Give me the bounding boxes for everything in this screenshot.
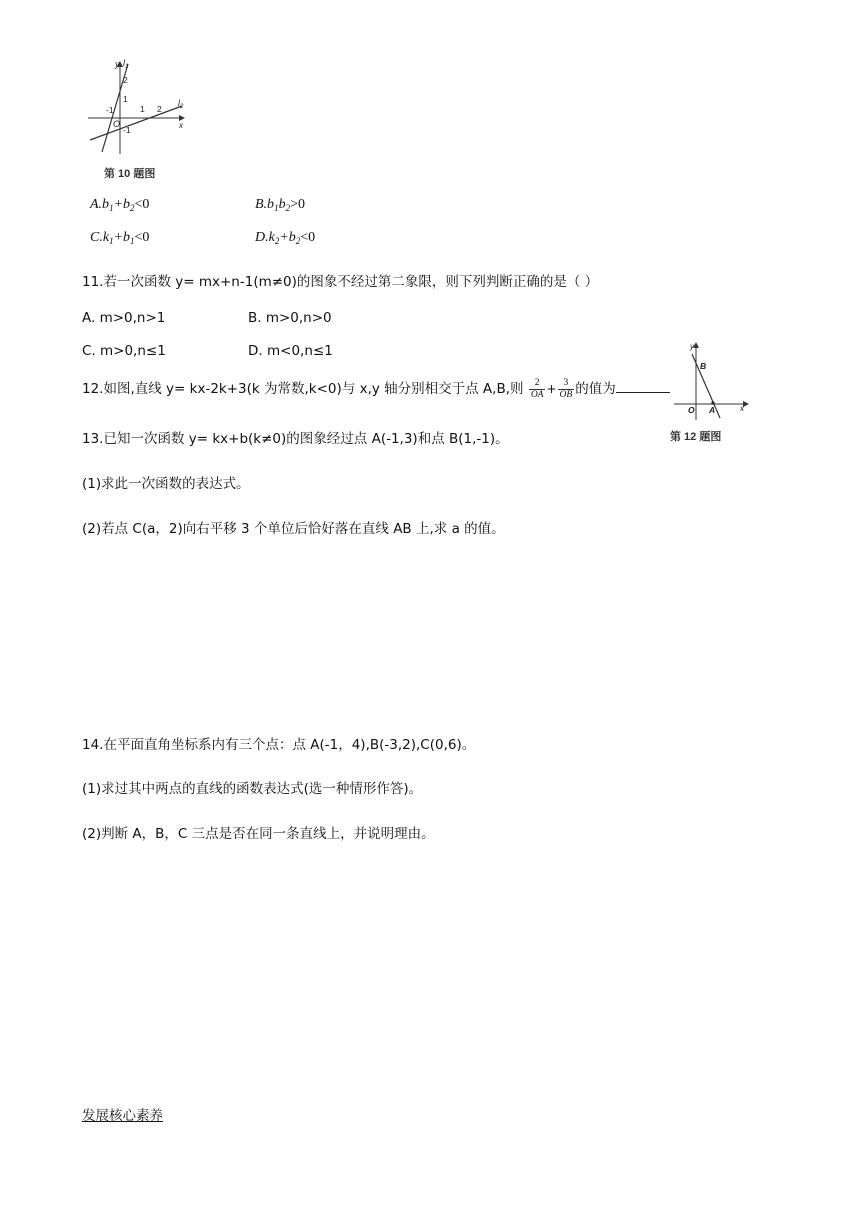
q14-part2: (2)判断 A，B，C 三点是否在同一条直线上，并说明理由。 bbox=[82, 826, 435, 842]
fig12-label-y: y bbox=[690, 342, 694, 351]
fig10-tick-x-1: 1 bbox=[140, 104, 145, 114]
q13-part2: (2)若点 C(a，2)向右平移 3 个单位后恰好落在直线 AB 上,求 a 的值。 bbox=[82, 521, 505, 537]
fig12-label-origin: O bbox=[688, 405, 695, 415]
q14-stem: 14.在平面直角坐标系内有三个点：点 A(-1，4),B(-3,2),C(0,6)。 bbox=[82, 737, 476, 753]
q11-option-a: A. m>0,n>1 bbox=[82, 310, 166, 326]
q12-stem-text: 12.如图,直线 y= kx-2k+3(k 为常数,k<0)与 x,y 轴分别相交于点 A,B,则 bbox=[82, 381, 524, 397]
section-heading: 发展核心素养 bbox=[82, 1108, 163, 1124]
fig10-tick-2: 2 bbox=[123, 75, 128, 85]
fraction-2-over-oa: $\frac{2}{OA}$ bbox=[530, 377, 544, 400]
q11-option-d: D. m<0,n≤1 bbox=[248, 343, 333, 359]
fig10-label-l1: $l_1$ bbox=[123, 58, 129, 70]
answer-blank bbox=[616, 380, 670, 393]
q14-part1: (1)求过其中两点的直线的函数表达式(选一种情形作答)。 bbox=[82, 781, 423, 797]
figure-q12 bbox=[668, 340, 752, 444]
fig10-tick-1: 1 bbox=[123, 94, 128, 104]
fig10-label-l2: $l_2$ bbox=[178, 98, 184, 110]
fig10-tick-y-neg1: -1 bbox=[123, 125, 131, 135]
fig12-caption: 第 12 题图 bbox=[670, 431, 722, 443]
q13-part1: (1)求此一次函数的表达式。 bbox=[82, 476, 250, 492]
q11-option-c: C. m>0,n≤1 bbox=[82, 343, 166, 359]
q12-stem-tail: 的值为 bbox=[575, 381, 616, 397]
fig10-tick-x-neg1: -1 bbox=[106, 105, 114, 115]
fig10-label-origin: O bbox=[113, 119, 121, 129]
q13-stem: 13.已知一次函数 y= kx+b(k≠0)的图象经过点 A(-1,3)和点 B(1,-1)。 bbox=[82, 431, 509, 447]
line-l2 bbox=[90, 106, 182, 140]
fig10-label-x: x bbox=[179, 121, 183, 130]
fig12-label-x: x bbox=[740, 404, 744, 413]
q10-option-c: $C.k_1+b_1<0$ bbox=[90, 230, 150, 246]
fig12-label-a: A bbox=[709, 405, 716, 415]
q10-option-b: $B.b_1b_2>0$ bbox=[255, 197, 305, 213]
q11-option-b: B. m>0,n>0 bbox=[248, 310, 332, 326]
fig10-tick-x-2: 2 bbox=[157, 104, 162, 114]
q10-option-a: $A.b_1+b_2<0$ bbox=[90, 197, 150, 213]
q11-stem: 11.若一次函数 y= mx+n-1(m≠0)的图象不经过第二象限，则下列判断正确的是（ ） bbox=[82, 274, 599, 290]
q12-stem: 12.如图,直线 y= kx-2k+3(k 为常数,k<0)与 x,y 轴分别相交于点 A,B,则 $\frac{2}{OA}$ + $\frac{3}{OB}$ 的值为 bbox=[82, 376, 670, 402]
fig10-label-y: y bbox=[115, 59, 120, 69]
figure-q10 bbox=[82, 56, 192, 182]
q10-option-d: $D.k_2+b_2<0$ bbox=[255, 230, 316, 246]
fig12-label-b: B bbox=[700, 361, 707, 371]
fig10-caption: 第 10 题图 bbox=[104, 168, 156, 180]
fraction-3-over-ob: $\frac{3}{OB}$ bbox=[559, 377, 573, 400]
